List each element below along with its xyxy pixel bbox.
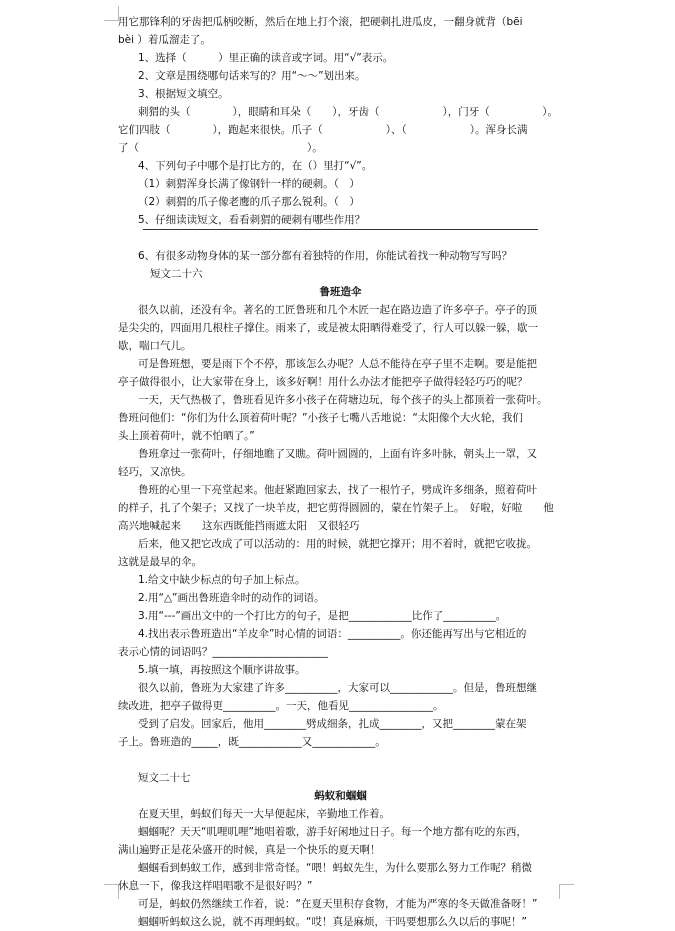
paragraph-line: 蝈蝈看到蚂蚁工作，感到非常奇怪。“喂！蚂蚁先生，为什么要那么努力工作呢？稍微 bbox=[138, 862, 532, 874]
text-line: 它们四肢（ ），跑起来很快。爪子（ ）、（ ）。浑身长满 bbox=[118, 124, 528, 136]
text-line: 用它那锋利的牙齿把瓜柄咬断，然后在地上打个滚，把硬刺扎进瓜皮，一翻身就背（bēi bbox=[118, 16, 523, 28]
text-line: 了（ ）。 bbox=[118, 142, 323, 154]
margin-corner-mark bbox=[104, 884, 119, 899]
paragraph-line: 高兴地喊起来 这东西既能挡雨遮太阳 又很轻巧 bbox=[118, 520, 360, 532]
story-title: 鲁班造伞 bbox=[319, 286, 362, 298]
question-line: （2）刺猬的爪子像老鹰的爪子那么锐利。（ ） bbox=[138, 196, 360, 208]
paragraph-line: 蝈蝈听蚂蚁这么说，就不再理蚂蚁。“哎！真是麻烦，干吗要想那么久以后的事呢！” bbox=[138, 916, 527, 928]
paragraph-line: 在夏天里，蚂蚁们每天一大早便起床，辛勤地工作着。 bbox=[138, 808, 390, 820]
text-line: bèi ）着瓜溜走了。 bbox=[118, 34, 211, 46]
paragraph-line: 歇，喘口气儿。 bbox=[118, 340, 192, 352]
text-line bbox=[118, 229, 563, 247]
paragraph-line: 轻巧，又凉快。 bbox=[118, 466, 192, 478]
paragraph-line: 鲁班问他们：“你们为什么顶着荷叶呢？”小孩子七嘴八舌地说：“太阳像个大火轮，我们 bbox=[118, 412, 523, 424]
question-line: 3.用“---”画出文中的一个打比方的句子，是把____________比作了__________。 bbox=[138, 610, 507, 622]
paragraph-line: 这就是最早的伞。 bbox=[118, 556, 202, 568]
paragraph-line: 头上顶着荷叶，就不怕晒了。” bbox=[118, 430, 255, 442]
question-line: 6、有很多动物身体的某一部分都有着独特的作用，你能试着找一种动物写写吗？ bbox=[138, 250, 513, 262]
question-line: 表示心情的词语吗？______________________ bbox=[118, 646, 328, 658]
paragraph-line: 可是，蚂蚁仍然继续工作着，说：“在夏天里积存食物，才能为严寒的冬天做准备呀！” bbox=[138, 898, 538, 910]
paragraph-line: 休息一下，像我这样唱唱歌不是很好吗？” bbox=[118, 880, 313, 892]
story-title: 蚂蚁和蝈蝈 bbox=[314, 790, 367, 802]
question-line: 受到了启发。回家后，他用________劈成细条，扎成________，又把________蒙在架 bbox=[138, 718, 527, 730]
paragraph-line: 的样子，扎了个架子；又找了一块羊皮，把它剪得圆圆的，蒙在竹架子上。 好啦，好啦 他 bbox=[118, 502, 554, 514]
question-line: 1、选择（ ）里正确的读音或字词。用“√”表示。 bbox=[138, 52, 394, 64]
question-line: 子上。鲁班造的_____，既____________又____________。 bbox=[118, 736, 386, 748]
paragraph-line: 可是鲁班想，要是雨下个不停，那该怎么办呢？人总不能待在亭子里不走啊。要是能把 bbox=[138, 358, 537, 370]
paragraph-line: 蝈蝈呢？天天“叽哩叽哩”地唱着歌，游手好闲地过日子。每一个地方都有吃的东西， bbox=[138, 826, 527, 838]
paragraph-line: 后来，他又把它改成了可以活动的：用的时候，就把它撑开；用不着时，就把它收拢。 bbox=[138, 538, 537, 550]
question-line: 很久以前，鲁班为大家建了许多__________，大家可以____________。但是，鲁班想继 bbox=[138, 682, 537, 694]
section-heading: 短文二十七 bbox=[138, 772, 191, 784]
paragraph-line: 是尖尖的，四面用几根柱子撑住。雨来了，或是被太阳晒得难受了，行人可以躲一躲，歇一 bbox=[118, 322, 538, 334]
paragraph-line: 鲁班的心里一下亮堂起来。他赶紧跑回家去，找了一根竹子，劈成许多细条，照着荷叶 bbox=[138, 484, 537, 496]
question-line: 2.用“△”画出鲁班造伞时的动作的词语。 bbox=[138, 592, 325, 604]
question-line: （1）刺猬浑身长满了像钢针一样的硬刺。（ ） bbox=[138, 178, 360, 190]
question-line: 1.给文中缺少标点的句子加上标点。 bbox=[138, 574, 306, 586]
question-line: 2、文章是围绕哪句话来写的？用“～～”划出来。 bbox=[138, 70, 366, 82]
question-line: 5、仔细读读短文，看看刺猬的硬刺有哪些作用？ bbox=[138, 214, 366, 226]
question-line: 4.找出表示鲁班造出“羊皮伞”时心情的词语：__________。你还能再写出与它相近的 bbox=[138, 628, 527, 640]
document-body bbox=[118, 13, 563, 931]
question-line: 4、下列句子中哪个是打比方的，在（）里打“√”。 bbox=[138, 160, 373, 172]
question-line: 3、根据短文填空。 bbox=[138, 88, 229, 100]
paragraph-line: 亭子做得很小，让大家带在身上，该多好啊！用什么办法才能把亭子做得轻轻巧巧的呢？ bbox=[118, 376, 528, 388]
text-line: 刺猬的头（ ），眼睛和耳朵（ ），牙齿（ ），门牙（ ）。 bbox=[138, 106, 558, 118]
text-line bbox=[118, 751, 563, 769]
paragraph-line: 很久以前，还没有伞。著名的工匠鲁班和几个木匠一起在路边造了许多亭子。亭子的顶 bbox=[138, 304, 537, 316]
section-heading: 短文二十六 bbox=[150, 268, 203, 280]
paragraph-line: 鲁班拿过一张荷叶，仔细地瞧了又瞧。荷叶圆圆的，上面有许多叶脉，朝头上一罩，又 bbox=[138, 448, 537, 460]
paragraph-line: 一天，天气热极了，鲁班看见许多小孩子在荷塘边玩，每个孩子的头上都顶着一张荷叶。 bbox=[138, 394, 548, 406]
paragraph-line: 满山遍野正是花朵盛开的时候，真是一个快乐的夏天啊！ bbox=[118, 844, 381, 856]
question-line: 续改进，把亭子做得更__________。一天，他看见________________。 bbox=[118, 700, 444, 712]
question-line: 5.填一填，再按照这个顺序讲故事。 bbox=[138, 664, 306, 676]
margin-corner-mark bbox=[104, 6, 119, 21]
